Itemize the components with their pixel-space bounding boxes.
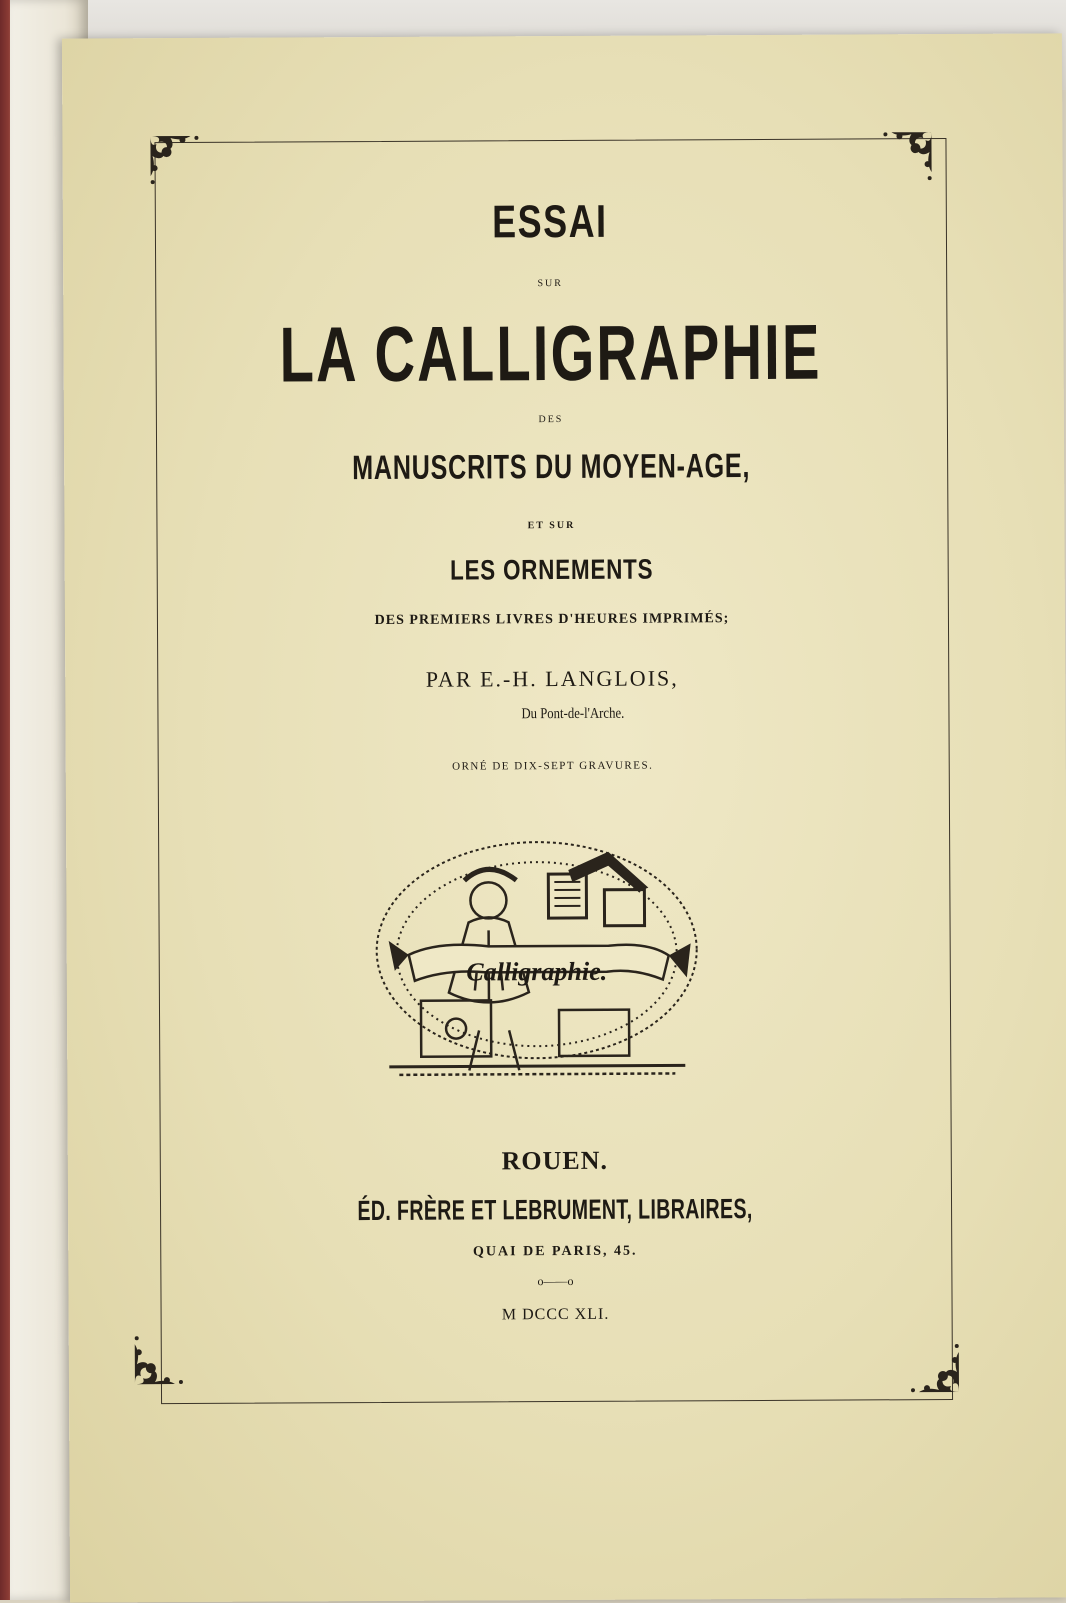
author-line: PAR E.-H. LANGLOIS, — [425, 665, 679, 692]
corner-ornament-top-left-icon — [144, 130, 214, 200]
author-origin: Du Pont-de-l'Arche. — [521, 705, 625, 723]
ornament-rule: o——o — [537, 1273, 574, 1289]
engravings-note: ORNÉ DE DIX-SEPT GRAVURES. — [452, 759, 654, 773]
calligraphy-vignette-engraving — [368, 829, 705, 1093]
imprint-address: QUAI DE PARIS, 45. — [472, 1243, 638, 1260]
title-ornements: LES ORNEMENTS — [449, 553, 654, 586]
lectern-book-icon — [548, 852, 648, 927]
corner-ornament-top-right-icon — [867, 126, 937, 196]
subtitle-et-sur: ET SUR — [527, 519, 576, 532]
title-page — [62, 33, 1066, 1602]
bench-icon — [389, 999, 685, 1075]
corner-ornament-bottom-left-icon — [129, 1320, 199, 1390]
title-essai: ESSAI — [491, 194, 608, 248]
imprint-city: ROUEN. — [501, 1145, 609, 1176]
corner-ornament-bottom-right-icon — [895, 1328, 965, 1398]
title-manuscrits: MANUSCRITS DU MOYEN-AGE, — [352, 447, 751, 488]
subtitle-des: DES — [538, 414, 564, 426]
imprint-date: M DCCC XLI. — [501, 1305, 610, 1324]
subtitle-sur: SUR — [537, 278, 563, 290]
vignette-banner-text: Calligraphie. — [466, 956, 608, 987]
main-title: LA CALLIGRAPHIE — [279, 307, 822, 399]
imprint-publisher: ÉD. FRÈRE ET LEBRUMENT, LIBRAIRES, — [357, 1193, 753, 1227]
title-premiers-livres: DES PREMIERS LIVRES D'HEURES IMPRIMÉS; — [374, 611, 730, 628]
